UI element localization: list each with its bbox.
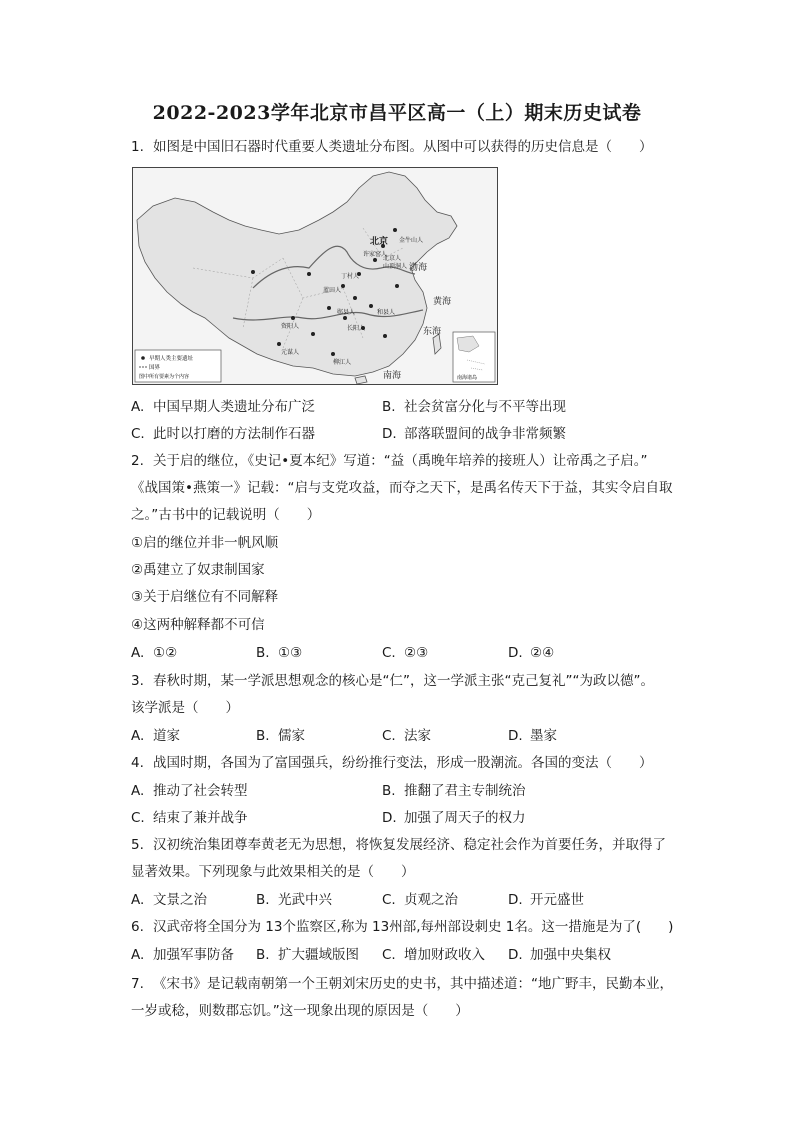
q4-option-d[interactable]: D. 加强了周天子的权力 [382, 810, 526, 826]
map-label-beijing: 北京 [370, 237, 389, 247]
q3-option-d[interactable]: D. 墨家 [508, 728, 557, 744]
map-label-hexian: 和县人 [377, 309, 396, 316]
inset-label: 南海诸岛 [457, 375, 478, 381]
q6-option-c[interactable]: C. 增加财政收入 [382, 947, 485, 963]
map-label-beijingren: 北京人 [383, 255, 402, 262]
map-label-bohai: 渤海 [409, 263, 428, 273]
q2-item-4: ④这两种解释都不可信 [131, 617, 265, 633]
q1-option-a[interactable]: A. 中国早期人类遗址分布广泛 [131, 399, 315, 415]
q2-stem-line-1: 2. 关于启的继位，《史记•夏本纪》写道：“益（禹晚年培养的接班人）让帝禹之子启。” [131, 453, 648, 469]
legend-note: 图中所有要素为个内容 [139, 374, 190, 380]
q6-option-a[interactable]: A. 加强军事防备 [131, 947, 234, 963]
q3-option-c[interactable]: C. 法家 [382, 728, 431, 744]
q7-stem-line-1: 7. 《宋书》是记载南朝第一个王朝刘宋历史的史书，其中描述道：“地广野丰，民勤本业， [131, 976, 673, 992]
map-label-ziyang: 资阳人 [281, 323, 300, 330]
q4-option-b[interactable]: B. 推翻了君主专制统治 [382, 783, 526, 799]
south-sea-inset [453, 332, 495, 382]
q7-stem-line-2: 一岁或稔，则数郡忘饥。”这一现象出现的原因是（ ） [131, 1003, 469, 1019]
map-legend [135, 350, 221, 382]
q2-stem-line-3: 之。”古书中的记载说明（ ） [131, 507, 321, 523]
map-label-xujiayao: 许家窑人 [363, 251, 388, 258]
q5-number: 5. [131, 837, 144, 853]
map-label-jinniushan: 金牛山人 [399, 237, 424, 244]
legend-border: 国界 [149, 365, 161, 371]
q7-number: 7. [131, 976, 144, 992]
q2-stem-line-2: 《战国策•燕策一》记载：“启与支党攻益，而夺之天下，是禹名传天下于益，其实令启自取 [131, 480, 673, 496]
q6-option-b[interactable]: B. 扩大疆域版图 [256, 947, 359, 963]
q1-stem-line [131, 138, 653, 156]
q2-item-1: ①启的继位并非一帆风顺 [131, 535, 279, 551]
map-label-shandingdong: 山顶洞人 [383, 263, 408, 270]
q2-option-a[interactable]: A. ①② [131, 645, 178, 661]
q1-option-b[interactable]: B. 社会贫富分化与不平等出现 [382, 399, 566, 415]
map-label-liujiang: 柳江人 [333, 359, 352, 366]
map-label-nanhai: 南海 [383, 371, 402, 381]
q3-option-a[interactable]: A. 道家 [131, 728, 180, 744]
q4-option-a[interactable]: A. 推动了社会转型 [131, 783, 248, 799]
q3-stem-line-1: 3. 春秋时期，某一学派思想观念的核心是“仁”，这一学派主张“克己复礼”“为政以德”。 [131, 673, 654, 689]
q2-option-d[interactable]: D. ②④ [508, 645, 555, 661]
q2-option-c[interactable]: C. ②③ [382, 645, 429, 661]
q2-number: 2. [131, 453, 144, 469]
q5-stem-line-1: 5. 汉初统治集团尊奉黄老无为思想，将恢复发展经济、稳定社会作为首要任务，并取得了 [131, 837, 666, 853]
q5-stem-line-2: 显著效果。下列现象与此效果相关的是（ ） [131, 864, 415, 880]
map-svg [133, 168, 497, 384]
q6-stem-line: 6. 汉武帝将全国分为 13个监察区,称为 13州部,每州部设刺史 1名。这一措施是为了( ) [131, 919, 674, 935]
map-label-lantian: 蓝田人 [323, 287, 342, 294]
map-label-donghai: 东海 [423, 327, 442, 337]
q1-option-c[interactable]: C. 此时以打磨的方法制作石器 [131, 426, 315, 442]
q3-stem-line-2: 该学派是（ ） [131, 700, 239, 716]
map-label-yuanmou: 元谋人 [281, 349, 300, 356]
paleolithic-sites-map [132, 167, 498, 385]
q3-option-b[interactable]: B. 儒家 [256, 728, 305, 744]
q5-option-c[interactable]: C. 贞观之治 [382, 892, 458, 908]
map-label-huanghai: 黄海 [433, 297, 452, 307]
q5-option-b[interactable]: B. 光武中兴 [256, 892, 332, 908]
q6-number: 6. [131, 919, 144, 935]
q3-number: 3. [131, 673, 144, 689]
q4-stem-line: 4. 战国时期，各国为了富国强兵，纷纷推行变法，形成一股潮流。各国的变法（ ） [131, 755, 653, 771]
q2-item-3: ③关于启继位有不同解释 [131, 589, 279, 605]
q2-option-b[interactable]: B. ①③ [256, 645, 303, 661]
map-label-changyang: 长阳人 [347, 325, 366, 332]
china-landmass [137, 172, 457, 376]
q1-option-d[interactable]: D. 部落联盟间的战争非常频繁 [382, 426, 566, 442]
q4-option-c[interactable]: C. 结束了兼并战争 [131, 810, 248, 826]
q1-number: 1. [131, 139, 144, 155]
map-label-yunxian: 郧县人 [337, 309, 356, 316]
q5-option-a[interactable]: A. 文景之治 [131, 892, 207, 908]
exam-title: 2022-2023学年北京市昌平区高一（上）期末历史试卷 [152, 102, 642, 124]
hainan-island [355, 376, 367, 384]
q1-stem: 如图是中国旧石器时代重要人类遗址分布图。从图中可以获得的历史信息是（ ） [153, 139, 653, 155]
taiwan-island [433, 334, 441, 354]
legend-sites: 早期人类主要遗址 [149, 356, 194, 362]
q4-number: 4. [131, 755, 144, 771]
map-label-dingcun: 丁村人 [341, 273, 360, 280]
q2-item-2: ②禹建立了奴隶制国家 [131, 562, 265, 578]
q6-option-d[interactable]: D. 加强中央集权 [508, 947, 611, 963]
q5-option-d[interactable]: D. 开元盛世 [508, 892, 584, 908]
